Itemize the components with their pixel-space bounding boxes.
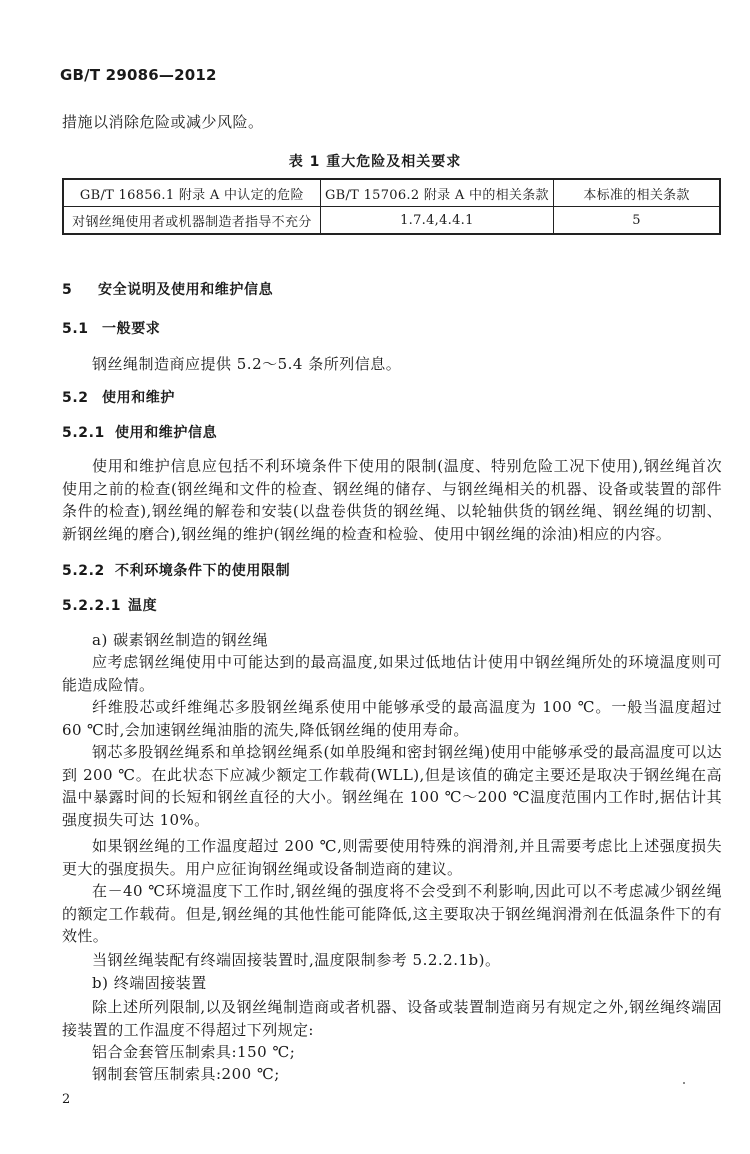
section-number: 5.2.1 — [62, 425, 105, 441]
section-number: 5.1 — [62, 321, 89, 337]
item-a-paragraph: 应考虑钢丝绳使用中可能达到的最高温度,如果过低地估计使用中钢丝绳所处的环境温度则可能造成险情。 — [62, 653, 722, 694]
standard-number: GB/T 29086—2012 — [60, 66, 217, 84]
table-cell: 1.7.4,4.4.1 — [320, 207, 553, 235]
table-cell: 5 — [554, 207, 720, 235]
table-header-cell: GB/T 16856.1 附录 A 中认定的危险 — [63, 179, 320, 207]
section-5-2-2-1-heading — [62, 595, 157, 615]
item-a-paragraph: 如果钢丝绳的工作温度超过 200 ℃,则需要使用特殊的润滑剂,并且需要考虑比上述强度损失更大的强度损失。用户应征询钢丝绳或设备制造商的建议。 — [62, 837, 722, 878]
item-b-paragraph: 除上述所列限制,以及钢丝绳制造商或者机器、设备或装置制造商另有规定之外,钢丝绳终端固接装置的工作温度不得超过下列规定: — [62, 998, 722, 1039]
section-5-2-1-text: 使用和维护信息应包括不利环境条件下使用的限制(温度、特别危险工况下使用),钢丝绳首次使用之前的检查(钢丝绳和文件的检查、钢丝绳的储存、与钢丝绳相关的机器、设备或装置的部件条件的检查),钢丝绳的解卷和安装(以盘卷供货的钢丝绳、以轮轴供货的钢丝绳、钢丝绳的切割、新钢丝绳的磨合),钢丝绳的维护(钢丝绳的检查和检验、使用中钢丝绳的涂油)相应的内容。 — [62, 457, 722, 543]
table-cell: 对钢丝绳使用者或机器制造者指导不充分 — [63, 207, 320, 235]
hazard-table — [62, 178, 721, 235]
section-number: 5.2 — [62, 390, 89, 406]
section-title: 使用和维护信息 — [115, 425, 218, 441]
table-header-cell: GB/T 15706.2 附录 A 中的相关条款 — [320, 179, 553, 207]
section-title: 温度 — [128, 598, 158, 614]
item-a-paragraph: 当钢丝绳装配有终端固接装置时,温度限制参考 5.2.2.1b)。 — [92, 951, 501, 969]
section-title: 安全说明及使用和维护信息 — [98, 282, 274, 298]
section-5-2-1-heading — [62, 422, 217, 442]
section-number: 5.2.2.1 — [62, 598, 122, 614]
item-a-paragraph: 纤维股芯或纤维绳芯多股钢丝绳系使用中能够承受的最高温度为 100 ℃。一般当温度超过 60 ℃时,会加速钢丝绳油脂的流失,降低钢丝绳的使用寿命。 — [62, 698, 722, 739]
section-number: 5 — [62, 282, 73, 298]
page-number: 2 — [62, 1092, 71, 1107]
table-header-cell: 本标准的相关条款 — [554, 179, 720, 207]
section-5-1-heading — [62, 318, 160, 338]
section-5-1-text: 钢丝绳制造商应提供 5.2～5.4 条所列信息。 — [92, 355, 402, 373]
item-b-label: b) 终端固接装置 — [92, 974, 207, 992]
section-title: 使用和维护 — [102, 390, 175, 406]
section-5-2-heading — [62, 387, 175, 407]
section-5-heading — [62, 279, 273, 299]
scan-speck — [683, 1082, 685, 1084]
section-number: 5.2.2 — [62, 563, 105, 579]
list-item: 铝合金套管压制索具:150 ℃; — [92, 1043, 296, 1061]
section-title: 一般要求 — [102, 321, 161, 337]
table-header-row — [63, 179, 720, 207]
item-a-label: a) 碳素钢丝制造的钢丝绳 — [92, 631, 269, 649]
item-a-paragraph: 在－40 ℃环境温度下工作时,钢丝绳的强度将不会受到不利影响,因此可以不考虑减少钢丝绳的额定工作载荷。但是,钢丝绳的其他性能可能降低,这主要取决于钢丝绳润滑剂在低温条件下的有效性。 — [62, 882, 722, 945]
section-title: 不利环境条件下的使用限制 — [115, 563, 291, 579]
intro-line: 措施以消除危险或减少风险。 — [62, 113, 264, 131]
table-row — [63, 207, 720, 235]
list-item: 钢制套管压制索具:200 ℃; — [92, 1065, 280, 1083]
item-a-paragraph: 钢芯多股钢丝绳系和单捻钢丝绳系(如单股绳和密封钢丝绳)使用中能够承受的最高温度可以达到 200 ℃。在此状态下应减少额定工作载荷(WLL),但是该值的确定主要还是取决于钢丝绳在高温中暴露时间的长短和钢丝直径的大小。钢丝绳在 100 ℃～200 ℃温度范围内工作时,据估计其强度损失可达 10%。 — [62, 743, 722, 829]
table-title: 表 1 重大危险及相关要求 — [288, 154, 462, 170]
section-5-2-2-heading — [62, 560, 290, 580]
